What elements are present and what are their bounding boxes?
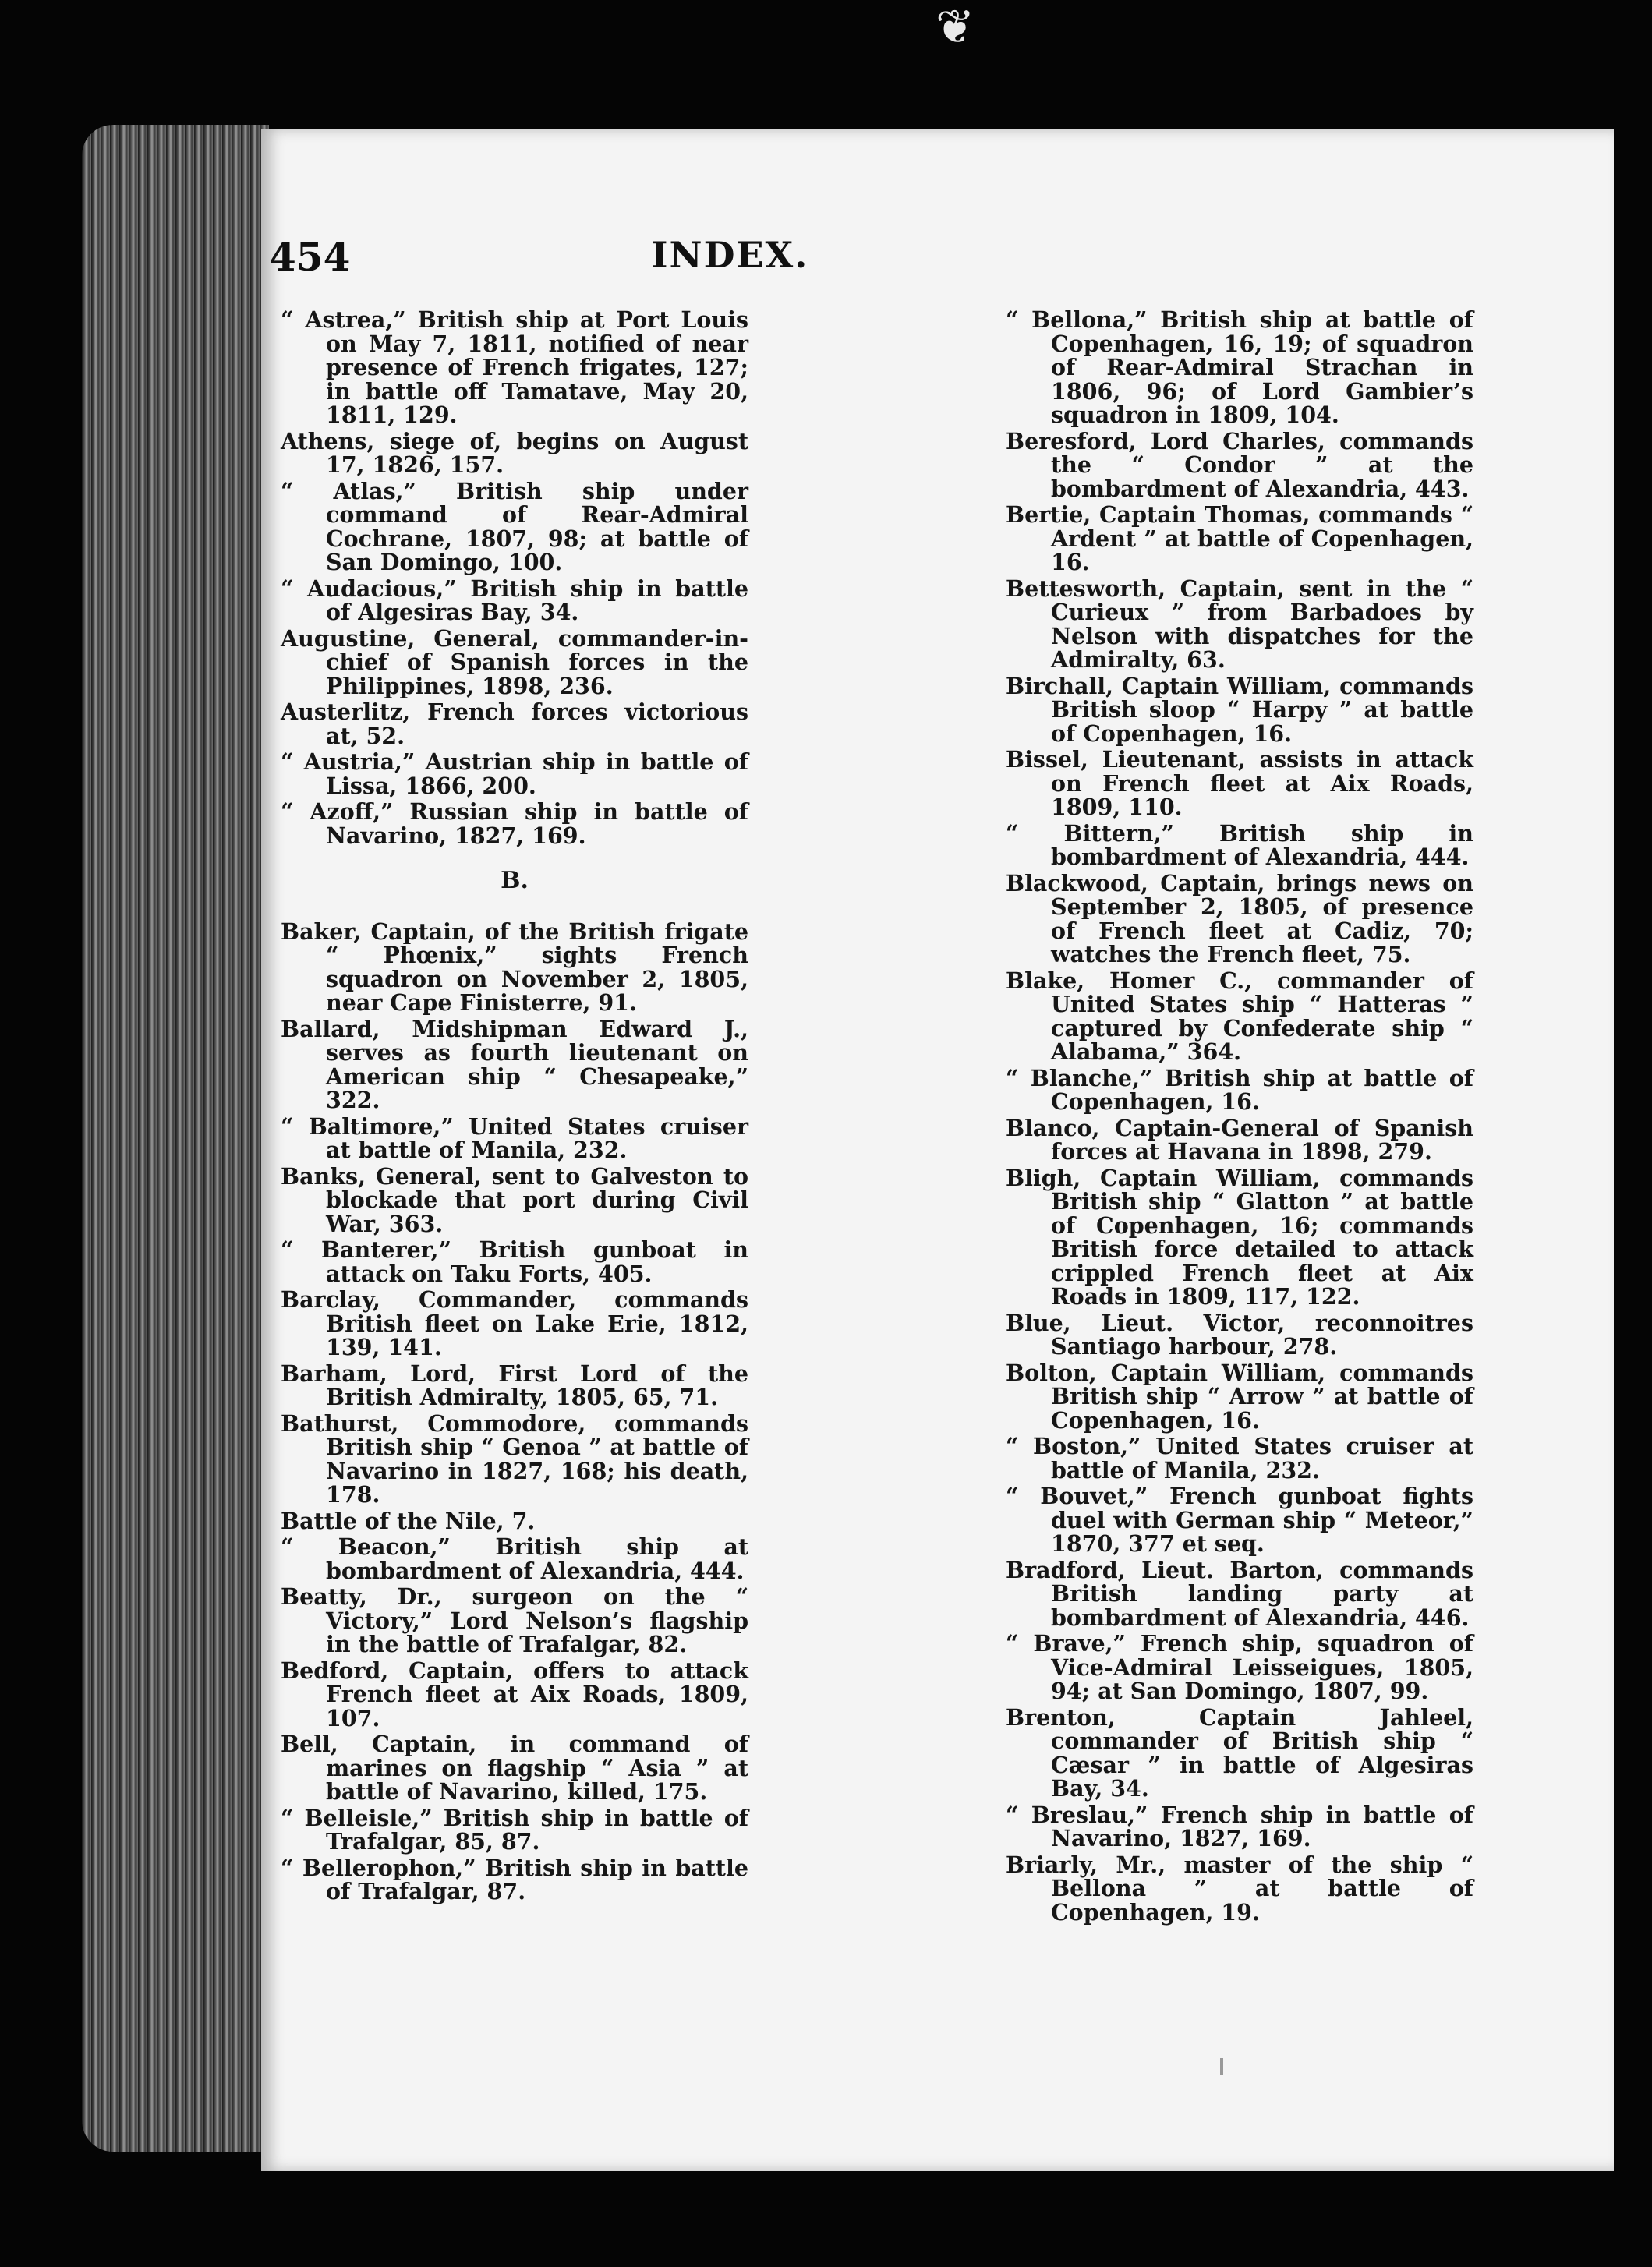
index-entry: Bertie, Captain Thomas, commands “ Ardent ” at battle of Copenhagen, 16. [1006,501,1473,575]
index-entry: Banks, General, sent to Galveston to blockade that port during Civil War, 363. [281,1162,748,1237]
index-entry: “ Bellona,” British ship at battle of Copenhagen, 16, 19; of squadron of Rear-Admiral Strachan in 1806, 96; of Lord Gambier’s squadron in 1809, 104. [1006,306,1473,428]
scan-speck [1220,2058,1223,2075]
index-entry: Baker, Captain, of the British frigate “ Phœnix,” sights French squadron on November 2, 1805, near Cape Finisterre, 91. [281,918,748,1016]
index-entry: “ Azoff,” Russian ship in battle of Navarino, 1827, 169. [281,798,748,849]
index-entry: “ Audacious,” British ship in battle of Algesiras Bay, 34. [281,575,748,625]
index-entry: “ Banterer,” British gunboat in attack on Taku Forts, 405. [281,1236,748,1287]
index-entry: Birchall, Captain William, commands British sloop “ Harpy ” at battle of Copenhagen, 16. [1006,672,1473,747]
index-entry: “ Baltimore,” United States cruiser at battle of Manila, 232. [281,1112,748,1163]
index-entry: Battle of the Nile, 7. [281,1507,536,1534]
index-entry: “ Astrea,” British ship at Port Louis on May 7, 1811, notified of near presence of French frigates, 127; in battle off Tamatave, May 20, 1811, 129. [281,306,748,428]
index-entry: Blanco, Captain-General of Spanish forces at Havana in 1898, 279. [1006,1114,1473,1165]
index-entry: Bolton, Captain William, commands British ship “ Arrow ” at battle of Copenhagen, 16. [1006,1359,1473,1434]
section-letter-b: B. [501,867,529,894]
index-entry: “ Brave,” French ship, squadron of Vice-Admiral Leisseigues, 1805, 94; at San Domingo, 1807, 99. [1006,1630,1473,1704]
index-entry: “ Beacon,” British ship at bombardment of Alexandria, 444. [281,1533,748,1584]
index-entry: Blake, Homer C., commander of United States ship “ Hatteras ” captured by Confederate ship “ Alabama,” 364. [1006,967,1473,1065]
index-entry: Bedford, Captain, offers to attack French fleet at Aix Roads, 1809, 107. [281,1657,748,1731]
binding-mark: ❦ [936,0,975,55]
index-entry: Beatty, Dr., surgeon on the “ Victory,” Lord Nelson’s flagship in the battle of Trafalgar, 82. [281,1583,748,1657]
index-entry: Athens, siege of, begins on August 17, 1826, 157. [281,427,748,478]
index-entry: Bradford, Lieut. Barton, commands British landing party at bombardment of Alexandria, 446. [1006,1556,1473,1631]
index-entry: Beresford, Lord Charles, commands the “ Condor ” at the bombardment of Alexandria, 443. [1006,427,1473,502]
index-entry: “ Boston,” United States cruiser at battle of Manila, 232. [1006,1433,1473,1484]
index-entry: Barclay, Commander, commands British fleet on Lake Erie, 1812, 139, 141. [281,1286,748,1360]
page-header [269,234,1306,296]
index-entry: “ Bellerophon,” British ship in battle of Trafalgar, 87. [281,1854,748,1904]
index-entry: Blackwood, Captain, brings news on September 2, 1805, of presence of French fleet at Cadiz, 70; watches the French fleet, 75. [1006,869,1473,967]
index-entry: Barham, Lord, First Lord of the British Admiralty, 1805, 65, 71. [281,1360,748,1410]
running-head: INDEX. [651,234,809,276]
index-entry: “ Bittern,” British ship in bombardment of Alexandria, 444. [1006,819,1473,870]
index-entry: Ballard, Midshipman Edward J., serves as fourth lieutenant on American ship “ Chesapeake,” 322. [281,1015,748,1113]
index-entry: “ Blanche,” British ship at battle of Copenhagen, 16. [1006,1064,1473,1115]
page-number: 454 [269,234,351,280]
index-entry: Austerlitz, French forces victorious at, 52. [281,698,748,749]
index-entry: “ Austria,” Austrian ship in battle of Lissa, 1866, 200. [281,748,748,799]
index-entry: Blue, Lieut. Victor, reconnoitres Santiago harbour, 278. [1006,1309,1473,1360]
index-entry: “ Belleisle,” British ship in battle of Trafalgar, 85, 87. [281,1804,748,1855]
index-entry: Brenton, Captain Jahleel, commander of British ship “ Cæsar ” in battle of Algesiras Bay, 34. [1006,1703,1473,1802]
index-entry: Bettesworth, Captain, sent in the “ Curieux ” from Barbadoes by Nelson with dispatches for the Admiralty, 63. [1006,575,1473,673]
index-entry: “ Bouvet,” French gunboat fights duel with German ship “ Meteor,” 1870, 377 et seq. [1006,1483,1473,1557]
index-entry: “ Atlas,” British ship under command of Rear-Admiral Cochrane, 1807, 98; at battle of San Domingo, 100. [281,477,748,575]
index-entry: Bathurst, Commodore, commands British ship “ Genoa ” at battle of Navarino in 1827, 168; his death, 178. [281,1409,748,1508]
index-entry: Bell, Captain, in command of marines on flagship “ Asia ” at battle of Navarino, killed, 175. [281,1731,748,1805]
index-entry: Augustine, General, commander-in-chief of Spanish forces in the Philippines, 1898, 236. [281,624,748,699]
index-entry: “ Breslau,” French ship in battle of Navarino, 1827, 169. [1006,1801,1473,1851]
index-column-left [281,308,748,1906]
index-entry: Briarly, Mr., master of the ship “ Bellona ” at battle of Copenhagen, 19. [1006,1851,1473,1926]
index-entry: Bligh, Captain William, commands British ship “ Glatton ” at battle of Copenhagen, 16; commands British force detailed to attack crippled French fleet at Aix Roads in 1809, 117, 122. [1006,1164,1473,1310]
book-page-edges [82,125,269,2152]
index-entry: Bissel, Lieutenant, assists in attack on French fleet at Aix Roads, 1809, 110. [1006,746,1473,820]
index-column-right [1006,308,1473,1926]
